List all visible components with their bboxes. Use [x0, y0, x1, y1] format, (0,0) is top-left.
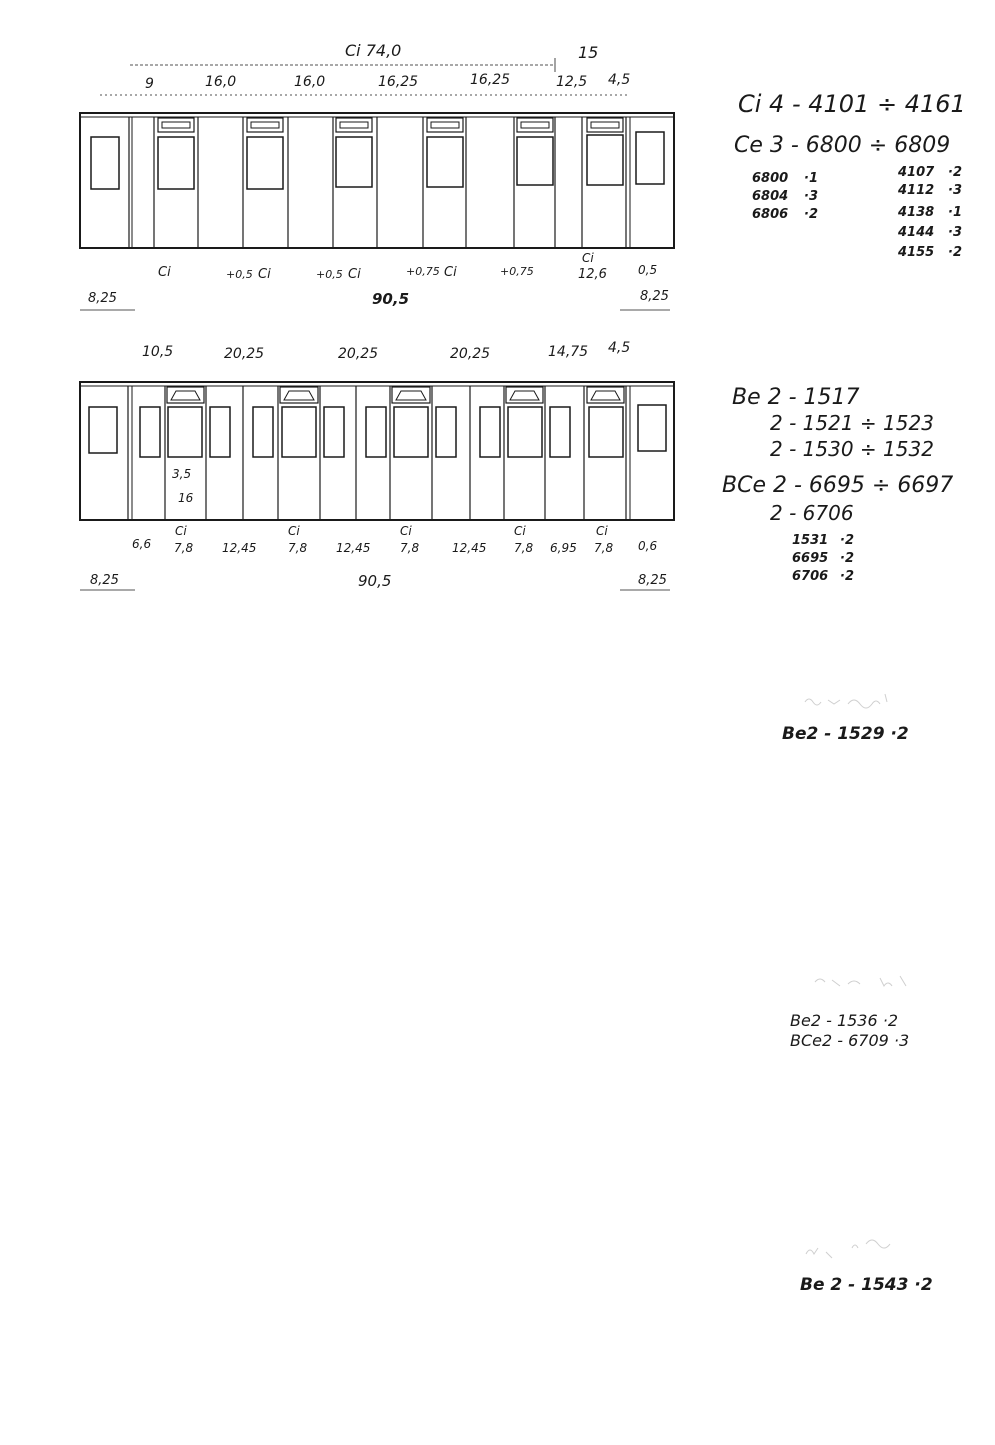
bot-dim-6: 4,5 [608, 340, 631, 356]
top-dim-1: 9 [145, 76, 154, 92]
note-right-count-4: ·3 [948, 225, 962, 240]
top-ci-4: Ci [444, 265, 457, 280]
note-bce-6706: 2 - 6706 [770, 501, 854, 525]
top-car-vents [158, 118, 623, 132]
bot-dim-5: 14,75 [548, 344, 589, 360]
top-ci-3: Ci [348, 267, 361, 282]
top-dim-3: 16,0 [294, 74, 326, 90]
bottom-car-dimension-labels [90, 340, 667, 590]
note-right-num-2: 4112 [898, 183, 935, 198]
bot-ci-1: Ci [175, 524, 187, 538]
bot-ci-2: Ci [288, 524, 300, 538]
top-gap-3: +0,75 [406, 265, 440, 278]
top-dim-5: 16,25 [470, 72, 511, 88]
bot-w-5: 7,8 [594, 541, 614, 555]
note-left-num-3: 6806 [752, 207, 789, 222]
note-list-num-3: 6706 [792, 569, 829, 584]
note-a-block [782, 724, 909, 744]
note-right-num-5: 4155 [898, 245, 935, 260]
note-ce-range: Ce 3 - 6800 ÷ 6809 [734, 133, 951, 158]
top-car-panels [129, 117, 630, 248]
bottom-car-panels [128, 386, 630, 520]
note-list-num-1: 1531 [792, 533, 829, 548]
bot-g-1: 12,45 [222, 541, 257, 555]
top-dim-4: 16,25 [378, 74, 419, 90]
note-bce-6695: BCe 2 - 6695 ÷ 6697 [722, 473, 954, 498]
bot-dim-2: 20,25 [224, 346, 265, 362]
bot-dim-4: 20,25 [450, 346, 491, 362]
top-total: 90,5 [372, 290, 410, 308]
top-gap-2: +0,5 [316, 268, 343, 281]
note-left-num-2: 6804 [752, 189, 789, 204]
note-be-1517: Be 2 - 1517 [732, 385, 860, 410]
bottom-car-windows [89, 405, 666, 457]
bot-ci-5: Ci [596, 524, 608, 538]
bot-ci-3: Ci [400, 524, 412, 538]
top-ci-2: Ci [258, 267, 271, 282]
note-right-count-3: ·1 [948, 205, 962, 220]
top-dim-7: 4,5 [608, 72, 631, 88]
bot-left-end: 8,25 [90, 573, 119, 588]
top-ci-1: Ci [158, 265, 171, 280]
bot-end: 0,6 [638, 539, 658, 553]
top-left-end: 8,25 [88, 291, 117, 306]
note-right-count-2: ·3 [948, 183, 962, 198]
note-left-num-1: 6800 [752, 171, 789, 186]
top-gap-1: +0,5 [226, 268, 253, 281]
bot-g-3: 12,45 [452, 541, 487, 555]
top-dim-2: 16,0 [205, 74, 237, 90]
note-right-num-4: 4144 [898, 225, 935, 240]
top-end-dim: 0,5 [638, 263, 658, 277]
note-be-1530: 2 - 1530 ÷ 1532 [770, 437, 934, 461]
notes-top-block [734, 90, 966, 260]
note-be-1529: Be2 - 1529 ·2 [782, 724, 909, 744]
top-dim-last: 12,6 [578, 267, 607, 282]
note-right-count-5: ·2 [948, 245, 962, 260]
note-left-count-1: ·1 [804, 171, 818, 186]
note-be-1543: Be 2 - 1543 ·2 [800, 1275, 933, 1295]
bot-w-3: 7,8 [400, 541, 420, 555]
bot-ci-4: Ci [514, 524, 526, 538]
bot-right-end: 8,25 [638, 573, 667, 588]
note-list-count-2: ·2 [840, 551, 854, 566]
bot-inner-b: 16 [178, 491, 194, 505]
bot-dim-b1: 6,6 [132, 537, 152, 551]
note-right-num-1: 4107 [898, 165, 935, 180]
top-right-end: 8,25 [640, 289, 669, 304]
bot-w-1: 7,8 [174, 541, 194, 555]
note-right-num-3: 4138 [898, 205, 935, 220]
top-gap-4: +0,75 [500, 265, 534, 278]
note-list-count-3: ·2 [840, 569, 854, 584]
notes-bottom-block [722, 385, 953, 584]
bot-w-2: 7,8 [288, 541, 308, 555]
note-right-count-1: ·2 [948, 165, 962, 180]
top-ci-5: Ci [582, 251, 594, 265]
note-list-count-1: ·2 [840, 533, 854, 548]
top-dim-6: 12,5 [556, 74, 588, 90]
note-be-1536: Be2 - 1536 ·2 [790, 1011, 899, 1030]
bot-g-2: 12,45 [336, 541, 371, 555]
bot-inner-a: 3,5 [172, 467, 192, 481]
bottom-car-vents [167, 387, 624, 403]
note-bce-6709: BCe2 - 6709 ·3 [790, 1031, 910, 1050]
faint-pencil-marks [805, 694, 906, 1258]
bot-dim-1: 10,5 [142, 344, 174, 360]
note-ci-range: Ci 4 - 4101 ÷ 4161 [738, 90, 966, 118]
note-list-num-2: 6695 [792, 551, 829, 566]
top-overall-dim: Ci 74,0 [345, 41, 402, 60]
bottom-car-elevation [80, 382, 674, 520]
note-be-1521: 2 - 1521 ÷ 1523 [770, 411, 934, 435]
note-b-block [790, 1011, 909, 1050]
note-left-count-2: ·3 [804, 189, 818, 204]
bot-g-4: 6,95 [550, 541, 577, 555]
bot-dim-3: 20,25 [338, 346, 379, 362]
bot-total: 90,5 [358, 572, 392, 590]
top-extra-dim: 15 [578, 43, 599, 62]
top-car-elevation [80, 113, 674, 248]
note-left-count-3: ·2 [804, 207, 818, 222]
note-c-block [800, 1275, 933, 1295]
bot-w-4: 7,8 [514, 541, 534, 555]
